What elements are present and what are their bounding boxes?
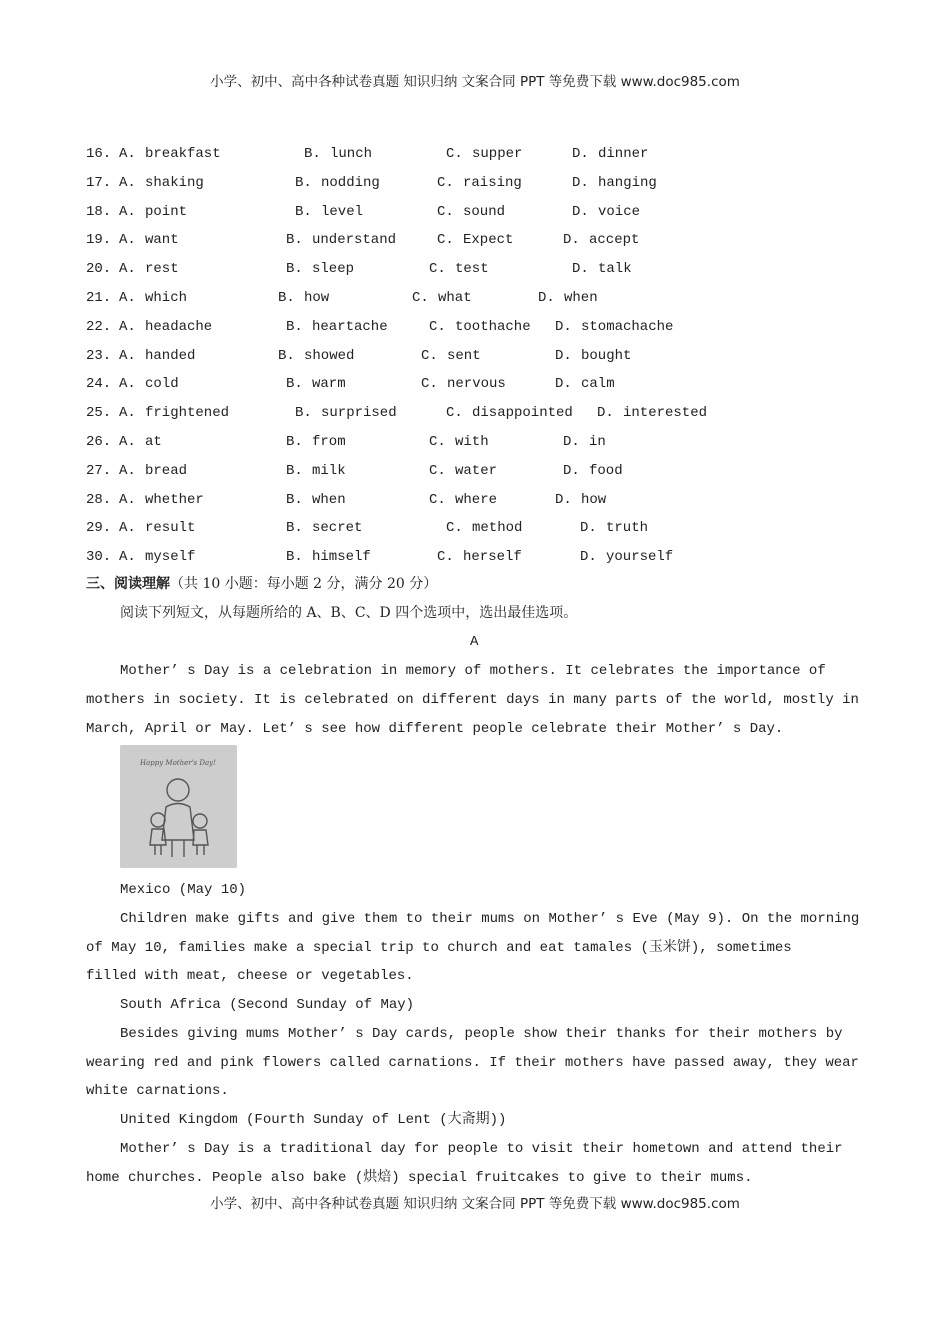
option-c: herself [463,549,522,566]
option-letter: C. [437,203,454,220]
option-letter: D. [563,232,580,249]
passage-line: United Kingdom (Fourth Sunday of Lent (大斋期)) [120,1112,507,1128]
passage-line: white carnations. [86,1083,229,1099]
option-letter: A. [119,174,136,191]
option-a: point [145,203,188,220]
option-letter: A. [119,434,136,450]
passage-label: A [470,634,479,650]
option-letter: C. [446,146,463,162]
question-number: 27. [86,462,112,479]
option-letter: B. [286,376,303,393]
section-title: 三、阅读理解 [86,576,170,592]
option-letter: D. [572,146,589,162]
passage-line: home churches. People also bake (烘焙) special fruitcakes to give to their mums. [86,1170,753,1186]
option-c: disappointed [472,405,573,422]
option-a: myself [145,549,196,566]
option-letter: C. [437,174,454,191]
option-letter: A. [119,203,136,220]
option-letter: C. [437,232,454,249]
option-letter: C. [429,261,446,278]
option-a: whether [145,491,204,508]
option-letter: A. [119,146,136,162]
question-number: 19. [86,232,112,249]
passage-line: wearing red and pink flowers called carnations. If their mothers have passed away, they wear [86,1055,859,1071]
option-letter: B. [286,462,303,479]
question-number: 22. [86,318,112,335]
passage-line: Besides giving mums Mother’ s Day cards, people show their thanks for their mothers by [120,1026,843,1042]
option-b: from [312,434,346,450]
option-letter: D. [555,491,572,508]
option-letter: B. [286,549,303,566]
option-letter: D. [580,520,597,537]
question-number: 24. [86,376,112,393]
question-number: 17. [86,174,112,191]
question-number: 30. [86,549,112,566]
option-b: lunch [330,146,373,162]
option-c: method [472,520,523,537]
option-a: at [145,434,162,450]
option-b: sleep [312,261,355,278]
option-a: rest [145,261,179,278]
option-letter: C. [446,520,463,537]
option-d: stomachache [581,318,674,335]
option-b: surprised [321,405,397,422]
option-letter: C. [421,347,438,364]
question-number: 29. [86,520,112,537]
page-footer: 小学、初中、高中各种试卷真题 知识归纳 文案合同 PPT 等免费下载 www.doc985.com [210,1196,740,1212]
question-number: 28. [86,491,112,508]
option-b: when [312,491,346,508]
option-letter: B. [295,405,312,422]
passage-line: of May 10, families make a special trip to church and eat tamales (玉米饼), sometimes [86,940,792,956]
question-number: 25. [86,405,112,422]
option-c: with [455,434,489,450]
question-number: 16. [86,146,112,162]
question-number: 26. [86,434,112,450]
option-b: understand [312,232,397,249]
option-c: where [455,491,498,508]
option-letter: C. [421,376,438,393]
section-subtitle: （共 10 小题：每小题 2 分，满分 20 分） [170,576,438,592]
option-c: sent [447,347,481,364]
option-a: breakfast [145,146,221,162]
option-letter: D. [563,434,580,450]
option-d: voice [598,203,641,220]
option-b: warm [312,376,346,393]
option-d: calm [581,376,615,393]
option-letter: D. [572,261,589,278]
option-letter: D. [572,203,589,220]
option-letter: A. [119,520,136,537]
option-d: when [564,290,598,306]
option-letter: C. [429,318,446,335]
section-heading [86,575,437,594]
option-letter: C. [429,434,446,450]
passage-line: March, April or May. Let’ s see how different people celebrate their Mother’ s Day. [86,721,784,737]
option-letter: A. [119,491,136,508]
option-d: accept [589,232,640,249]
option-letter: A. [119,318,136,335]
option-b: secret [312,520,363,537]
option-a: headache [145,318,213,335]
option-letter: A. [119,549,136,566]
option-a: cold [145,376,179,393]
option-letter: A. [119,232,136,249]
instruction: 阅读下列短文，从每题所给的 A、B、C、D 四个选项中，选出最佳选项。 [120,605,578,621]
option-letter: D. [538,290,555,306]
option-d: talk [598,261,632,278]
card-caption: Happy Mother's Day! [140,759,216,767]
passage-line: Children make gifts and give them to their mums on Mother’ s Eve (May 9). On the morning [120,911,860,927]
option-letter: A. [119,261,136,278]
option-a: frightened [145,405,230,422]
option-letter: B. [304,146,321,162]
option-b: showed [304,347,355,364]
option-letter: D. [563,462,580,479]
option-letter: A. [119,290,136,306]
option-letter: C. [429,491,446,508]
option-c: nervous [447,376,506,393]
option-d: truth [606,520,649,537]
page-header: 小学、初中、高中各种试卷真题 知识归纳 文案合同 PPT 等免费下载 www.doc985.com [210,74,740,90]
passage-line: South Africa (Second Sunday of May) [120,997,415,1013]
option-letter: B. [286,261,303,278]
option-b: how [304,290,330,306]
option-c: supper [472,146,523,162]
option-letter: C. [412,290,429,306]
option-a: which [145,290,188,306]
option-a: result [145,520,196,537]
option-c: test [455,261,489,278]
option-letter: D. [580,549,597,566]
option-d: yourself [606,549,674,566]
option-letter: D. [572,174,589,191]
option-letter: B. [286,491,303,508]
option-c: sound [463,203,506,220]
passage-line: Mother’ s Day is a celebration in memory of mothers. It celebrates the importance of [120,663,826,679]
option-b: himself [312,549,371,566]
option-letter: B. [286,520,303,537]
option-a: want [145,232,179,249]
option-b: level [321,203,364,220]
option-c: Expect [463,232,514,249]
option-d: bought [581,347,632,364]
option-letter: B. [286,434,303,450]
option-letter: A. [119,405,136,422]
option-a: shaking [145,174,204,191]
option-letter: D. [555,318,572,335]
question-number: 18. [86,203,112,220]
option-d: hanging [598,174,657,191]
option-letter: A. [119,347,136,364]
option-c: water [455,462,498,479]
option-d: interested [623,405,708,422]
option-letter: B. [286,232,303,249]
option-a: handed [145,347,196,364]
option-b: milk [312,462,346,479]
option-letter: C. [437,549,454,566]
option-a: bread [145,462,188,479]
option-c: raising [463,174,522,191]
passage-line: Mexico (May 10) [120,882,247,898]
option-b: heartache [312,318,388,335]
option-d: how [581,491,607,508]
question-number: 23. [86,347,112,364]
option-letter: C. [429,462,446,479]
option-letter: D. [555,347,572,364]
option-letter: A. [119,376,136,393]
passage-line: Mother’ s Day is a traditional day for people to visit their hometown and attend their [120,1141,843,1157]
passage-line: mothers in society. It is celebrated on different days in many parts of the world, mostly in [86,692,859,708]
option-letter: B. [278,290,295,306]
option-c: what [438,290,472,306]
option-b: nodding [321,174,380,191]
option-letter: D. [597,405,614,422]
option-d: in [589,434,606,450]
option-letter: C. [446,405,463,422]
option-letter: B. [286,318,303,335]
option-d: food [589,462,623,479]
option-letter: B. [295,203,312,220]
question-number: 20. [86,261,112,278]
mothers-day-card-image [120,745,237,868]
option-letter: B. [295,174,312,191]
option-d: dinner [598,146,649,162]
option-letter: A. [119,462,136,479]
question-number: 21. [86,290,112,306]
option-c: toothache [455,318,531,335]
option-letter: B. [278,347,295,364]
option-letter: D. [555,376,572,393]
passage-line: filled with meat, cheese or vegetables. [86,968,414,984]
